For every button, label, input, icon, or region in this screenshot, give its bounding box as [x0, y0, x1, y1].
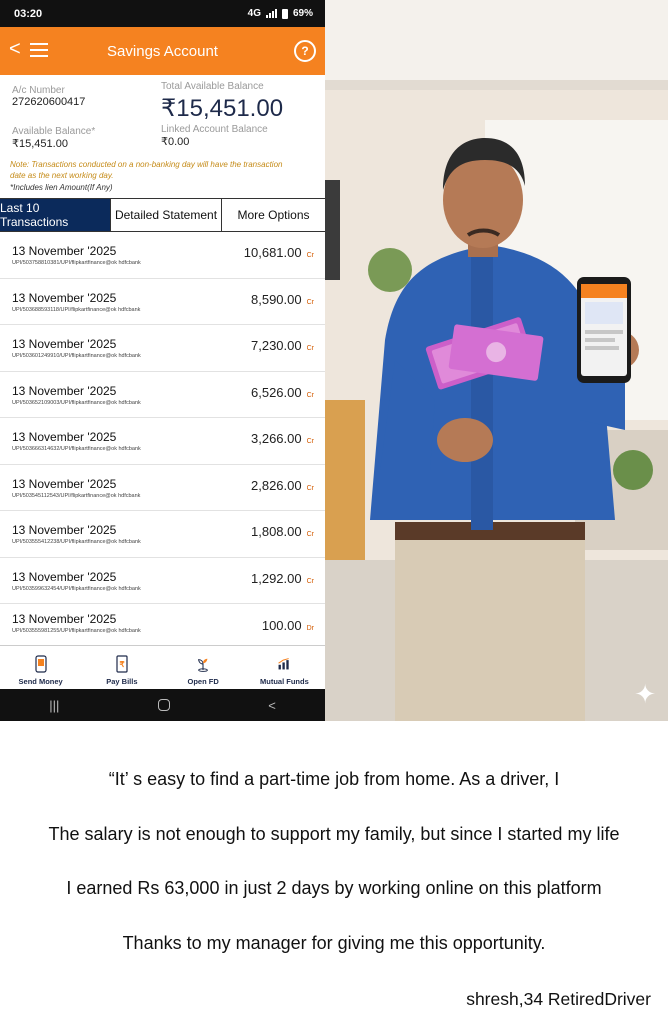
bill-icon: [115, 655, 129, 673]
transaction-reference: UPI/503758810381/UPI/flipkartfinance@ok hdfcbank: [12, 260, 141, 266]
transaction-reference: UPI/503601249910/UPI/flipkartfinance@ok hdfcbank: [12, 353, 141, 359]
transaction-date: 13 November '2025: [12, 383, 117, 398]
account-number-label: A/c Number: [12, 85, 65, 96]
transaction-date: 13 November '2025: [12, 430, 117, 444]
transaction-type: Cr: [306, 345, 314, 352]
transaction-row[interactable]: [0, 465, 325, 512]
tab-last-10-transactions[interactable]: Last 10 Transactions: [0, 199, 111, 231]
hamburger-menu-icon[interactable]: [30, 43, 48, 57]
transaction-amount: 10,681.00: [243, 245, 302, 260]
transaction-amount: 2,826.00: [251, 477, 302, 493]
transaction-reference: UPI/503555412238/UPI/flipkartfinance@ok hdfcbank: [12, 539, 141, 545]
chart-icon: [277, 655, 291, 673]
transaction-amount: 3,266.00: [251, 431, 302, 446]
signal-icon: [266, 9, 277, 18]
total-balance: ₹15,451.00: [161, 95, 284, 122]
total-balance-label: Total Available Balance: [161, 81, 264, 92]
nav-open-fd[interactable]: [163, 646, 244, 690]
transaction-date: 13 November '2025: [12, 290, 117, 305]
status-bar: [0, 0, 325, 27]
transaction-row[interactable]: [0, 558, 325, 605]
transaction-tabs: [0, 198, 325, 232]
transaction-type: Dr: [306, 625, 314, 632]
transaction-amount: 1,292.00: [251, 570, 302, 586]
recent-apps-icon[interactable]: |||: [49, 697, 60, 713]
nav-label: Send Money: [18, 677, 63, 686]
testimonial-line-4: Thanks to my manager for giving me this opportunity.: [122, 933, 546, 953]
system-navigation-bar: [0, 689, 325, 721]
transaction-date: 13 November '2025: [12, 244, 117, 258]
svg-text:₹: ₹: [119, 660, 125, 669]
transaction-reference: UPI/503545112543/UPI/flipkartfinance@ok hdfcbank: [12, 492, 141, 499]
transaction-row[interactable]: [0, 372, 325, 419]
transaction-type: Cr: [306, 531, 314, 538]
transaction-row[interactable]: [0, 279, 325, 326]
back-nav-icon[interactable]: <: [268, 697, 276, 713]
battery-icon: [282, 9, 288, 19]
transaction-amount: 6,526.00: [251, 384, 302, 400]
linked-balance: ₹0.00: [161, 136, 190, 148]
sparkle-icon: ✦: [634, 679, 656, 709]
available-balance-label: Available Balance*: [12, 126, 96, 137]
transaction-amount: 8,590.00: [251, 291, 302, 307]
transaction-date: 13 November '2025: [12, 337, 117, 351]
transaction-reference: UPI/503652109003/UPI/flipkartfinance@ok hdfcbank: [12, 399, 141, 406]
transaction-amount: 7,230.00: [251, 338, 302, 353]
transaction-date: 13 November '2025: [12, 523, 117, 537]
transaction-date: 13 November '2025: [12, 612, 117, 626]
testimonial-line-1: “It’ s easy to find a part-time job from home. As a driver, I: [108, 769, 560, 789]
nav-mutual-funds[interactable]: [244, 646, 325, 690]
transaction-type: Cr: [306, 438, 314, 445]
home-icon[interactable]: [158, 699, 170, 711]
transaction-row[interactable]: [0, 604, 325, 639]
account-summary: [0, 75, 325, 198]
transaction-amount: 100.00: [261, 618, 302, 633]
status-time: 03:20: [14, 7, 43, 20]
nav-label: Mutual Funds: [260, 677, 309, 686]
testimonial-signature: shresh,34 RetiredDriver: [466, 989, 651, 1009]
available-balance: ₹15,451.00: [12, 138, 68, 150]
transaction-row[interactable]: [0, 232, 325, 279]
transaction-row[interactable]: [0, 418, 325, 465]
lien-note: *Includes lien Amount(If Any): [10, 183, 113, 192]
transaction-reference: UPI/503555981255/UPI/flipkartfinance@ok hdfcbank: [12, 628, 141, 634]
help-icon[interactable]: ?: [294, 40, 316, 62]
tab-detailed-statement[interactable]: Detailed Statement: [111, 199, 222, 231]
plant-icon: [196, 655, 210, 673]
testimonial-line-2: The salary is not enough to support my family, but since I started my life: [48, 824, 620, 844]
nav-label: Open FD: [187, 677, 219, 686]
nav-send-money[interactable]: [0, 646, 81, 690]
battery-percent: 69%: [292, 8, 313, 19]
transaction-type: Cr: [306, 298, 314, 306]
network-label: 4G: [247, 8, 261, 19]
transaction-type: Cr: [306, 252, 314, 259]
transaction-type: Cr: [306, 484, 314, 492]
non-banking-day-note: Note: Transactions conducted on a non-banking day will have the transaction date as the next working day.: [10, 160, 283, 180]
transaction-type: Cr: [306, 577, 314, 585]
page-title: Savings Account: [107, 42, 218, 60]
back-icon[interactable]: <: [9, 38, 21, 60]
testimonial-line-3: I earned Rs 63,000 in just 2 days by working online on this platform: [66, 878, 602, 898]
transaction-date: 13 November '2025: [12, 476, 117, 491]
phone-send-icon: [34, 655, 48, 673]
transaction-type: Cr: [306, 391, 314, 399]
transaction-row[interactable]: [0, 325, 325, 372]
app-header: [0, 27, 325, 75]
nav-label: Pay Bills: [106, 677, 138, 686]
transaction-reference: UPI/503599632454/UPI/flipkartfinance@ok hdfcbank: [12, 585, 141, 592]
linked-balance-label: Linked Account Balance: [161, 124, 268, 135]
transaction-row[interactable]: [0, 511, 325, 558]
transaction-amount: 1,808.00: [251, 524, 302, 539]
man-holding-cash-photo: [325, 0, 668, 721]
transaction-reference: UPI/503688593118/UPI/flipkartfinance@ok hdfcbank: [12, 306, 141, 313]
banking-app-screenshot: [0, 0, 325, 721]
transaction-date: 13 November '2025: [12, 569, 117, 584]
account-number: 272620600417: [12, 96, 86, 108]
nav-pay-bills[interactable]: [81, 646, 162, 690]
bottom-navigation: [0, 645, 325, 690]
photo-illustration: [325, 0, 668, 721]
tab-more-options[interactable]: More Options: [237, 208, 310, 222]
transaction-list: [0, 232, 325, 639]
transaction-reference: UPI/503666314632/UPI/flipkartfinance@ok hdfcbank: [12, 446, 141, 452]
